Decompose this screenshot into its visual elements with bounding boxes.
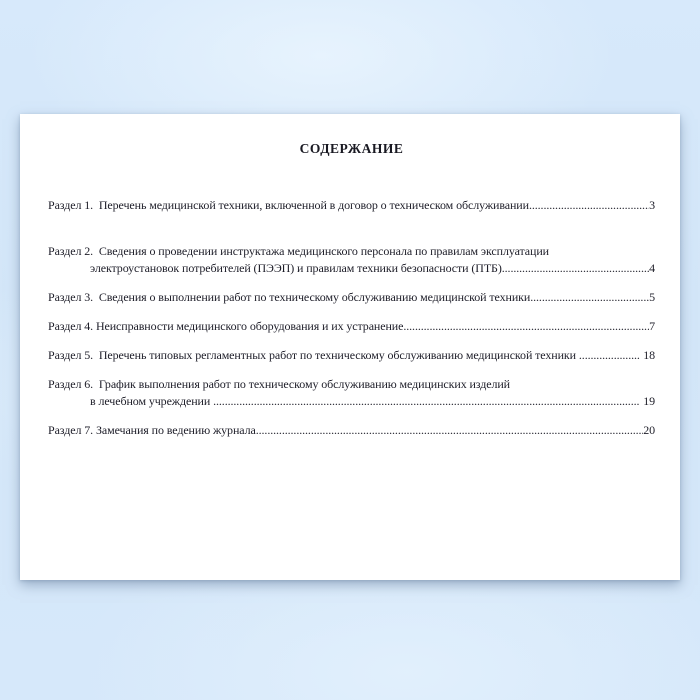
dot-leader — [502, 260, 649, 277]
toc-entry-text: Раздел 6. График выполнения работ по техническому обслуживанию медицинских изделий — [48, 377, 510, 391]
toc-page-number: 7 — [649, 319, 655, 333]
toc-page-number: 3 — [649, 198, 655, 212]
toc-page-number: 18 — [640, 348, 655, 362]
toc-entry — [48, 318, 655, 335]
toc-entry-continuation: в лечебном учреждении — [90, 394, 214, 408]
dot-leader — [256, 422, 643, 439]
page-title: СОДЕРЖАНИЕ — [299, 141, 404, 156]
toc-entry — [48, 197, 655, 214]
toc-entry-text: Раздел 1. Перечень медицинской техники, включенной в договор о техническом обслуживании — [48, 198, 529, 212]
dot-leader — [403, 318, 649, 335]
dot-leader — [530, 289, 649, 306]
toc-page-number: 19 — [640, 394, 655, 408]
toc-entry-continuation: электроустановок потребителей (ПЭЭП) и правилам техники безопасности (ПТБ) — [90, 261, 502, 275]
toc-entry-text: Раздел 4. Неисправности медицинского оборудования и их устранение — [48, 319, 404, 333]
toc-entry-text: Раздел 5. Перечень типовых регламентных работ по техническому обслуживанию медицинской техники — [48, 348, 579, 362]
dot-leader — [579, 347, 640, 364]
toc-page-number: 20 — [643, 423, 655, 437]
toc-entry-text: Раздел 2. Сведения о проведении инструктажа медицинского персонала по правилам эксплуатации — [48, 244, 549, 258]
dot-leader — [213, 393, 640, 410]
dot-leader — [529, 197, 649, 214]
toc-entry — [48, 422, 655, 439]
toc-entry — [48, 347, 655, 364]
toc-entry — [48, 289, 655, 306]
toc-page-number: 4 — [649, 261, 655, 275]
document-sheet — [20, 114, 680, 580]
toc-page-number: 5 — [649, 290, 655, 304]
toc-entry-text: Раздел 7. Замечания по ведению журнала — [48, 423, 256, 437]
toc-entry — [48, 243, 655, 277]
table-of-contents — [48, 197, 655, 439]
toc-entry — [48, 376, 655, 410]
toc-entry-text: Раздел 3. Сведения о выполнении работ по техническому обслуживанию медицинской техники — [48, 290, 531, 304]
